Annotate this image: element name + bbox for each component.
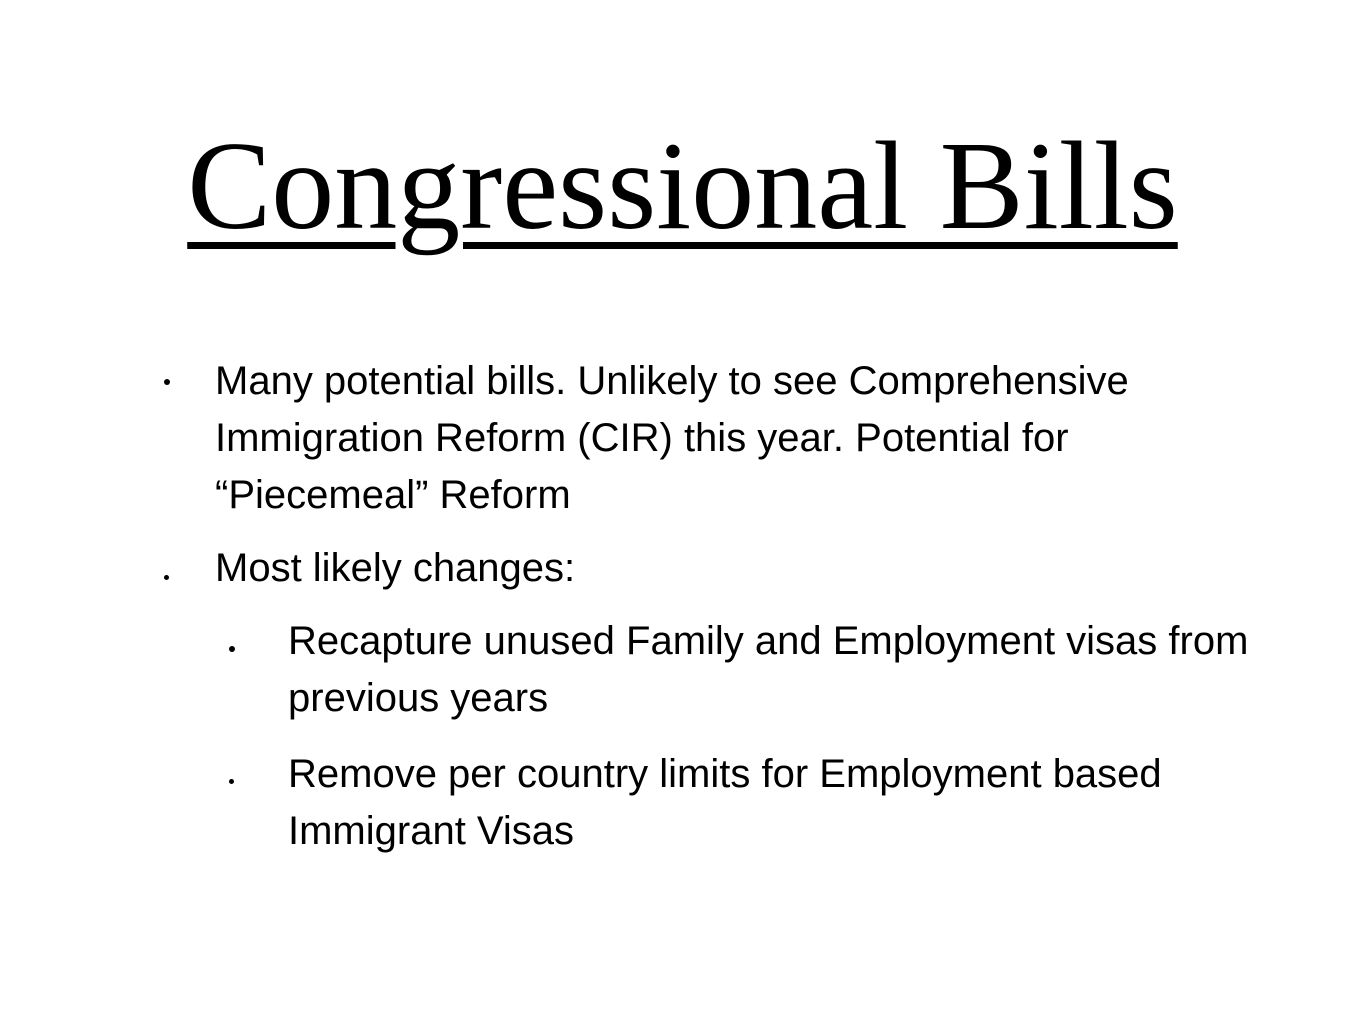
bullet-dot-icon [229,646,235,652]
bullet-dot-icon [164,575,169,580]
bullet-dot-icon [164,379,170,385]
bullet-item-level-2: Remove per country limits for Employment based Immigrant Visas [288,752,1162,853]
bullet-item-level-2: Recapture unused Family and Employment visas from previous years [288,619,1249,720]
bullet-dot-icon [229,779,234,784]
bullet-item-level-1: Many potential bills. Unlikely to see Comprehensive Immigration Reform (CIR) this year. Potential for “Piecemeal” Reform [215,359,1129,517]
slide-title [0,112,1365,262]
slide-title-text: Congressional Bills [187,117,1178,256]
bullet-item-level-1: Most likely changes: [215,546,576,590]
